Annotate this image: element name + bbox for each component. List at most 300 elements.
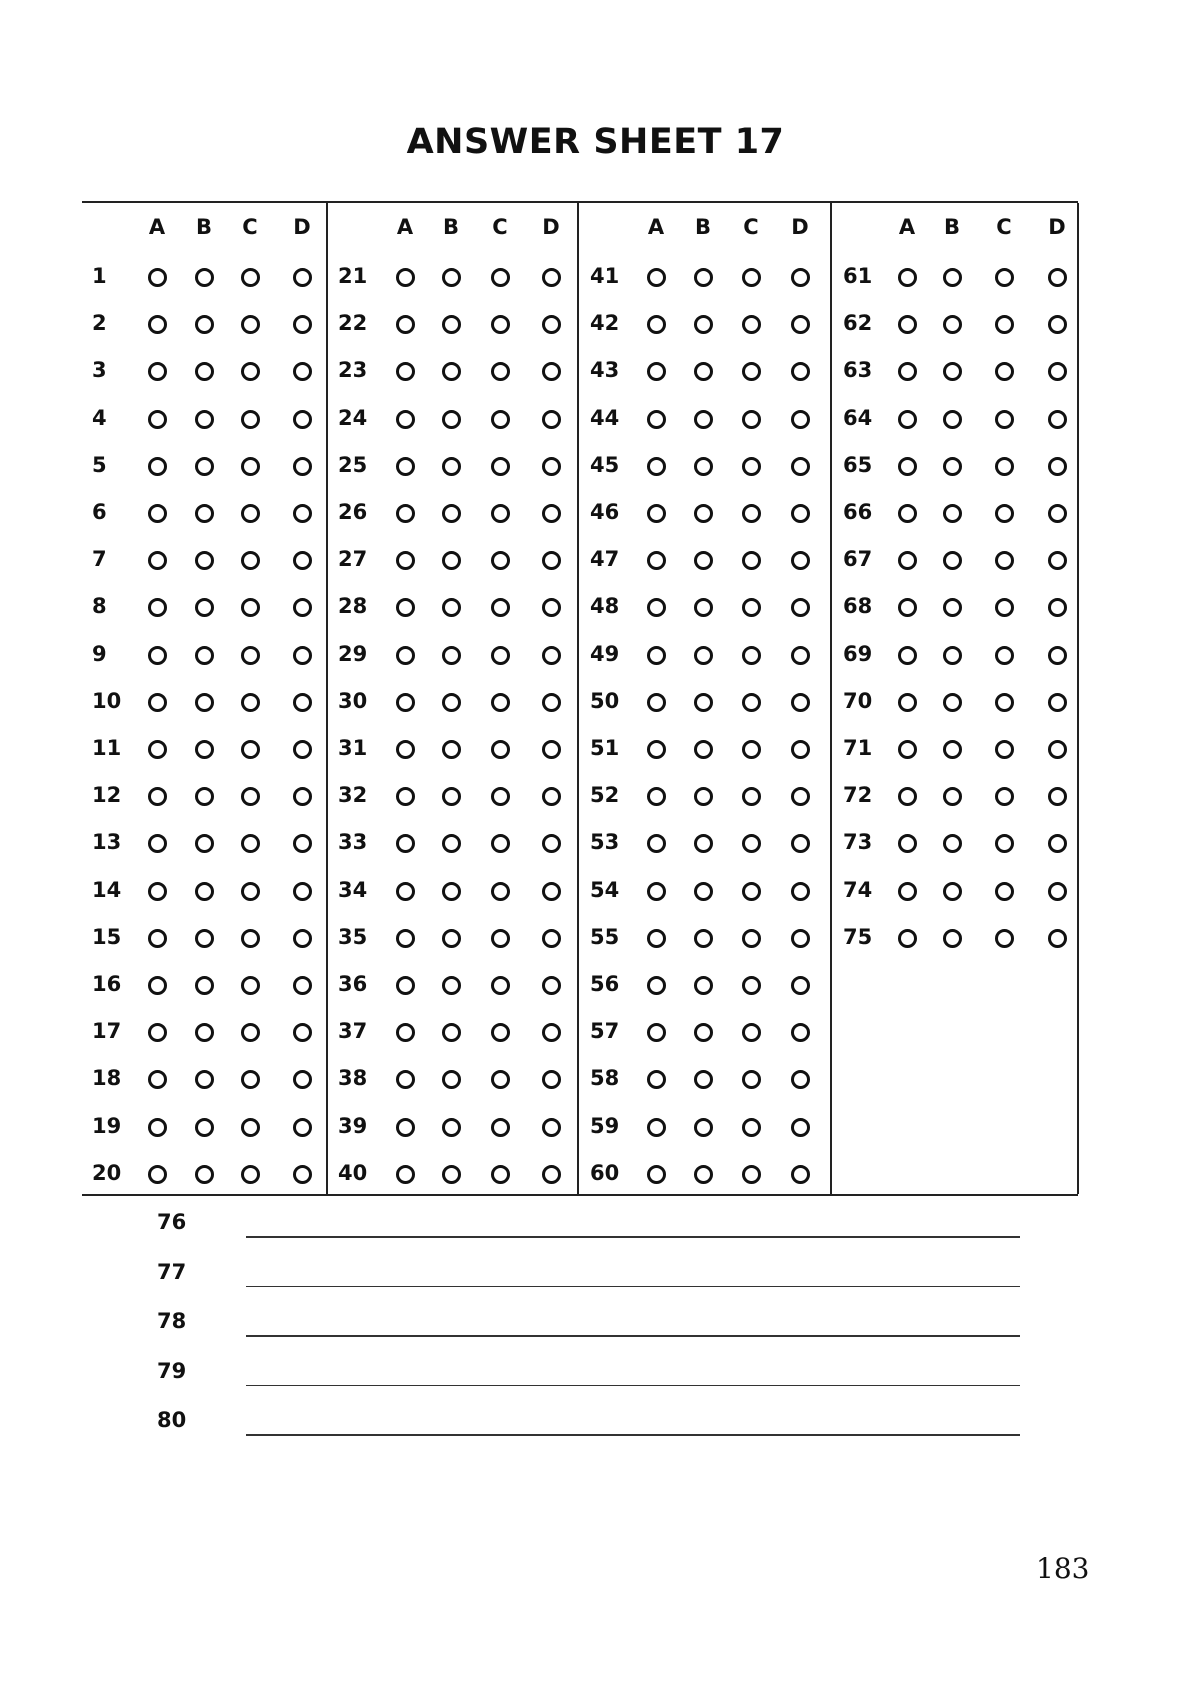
answer-bubble-d[interactable] bbox=[293, 362, 312, 381]
answer-bubble-c[interactable] bbox=[742, 598, 761, 617]
answer-bubble-b[interactable] bbox=[694, 504, 713, 523]
answer-bubble-d[interactable] bbox=[791, 410, 810, 429]
answer-bubble-d[interactable] bbox=[293, 410, 312, 429]
answer-bubble-a[interactable] bbox=[647, 598, 666, 617]
answer-bubble-d[interactable] bbox=[791, 504, 810, 523]
answer-bubble-a[interactable] bbox=[148, 882, 167, 901]
answer-bubble-a[interactable] bbox=[396, 1070, 415, 1089]
answer-bubble-a[interactable] bbox=[396, 740, 415, 759]
answer-bubble-c[interactable] bbox=[241, 976, 260, 995]
answer-line[interactable] bbox=[246, 1434, 1020, 1436]
answer-bubble-c[interactable] bbox=[995, 315, 1014, 334]
answer-bubble-a[interactable] bbox=[396, 1118, 415, 1137]
answer-bubble-a[interactable] bbox=[898, 551, 917, 570]
answer-bubble-c[interactable] bbox=[241, 834, 260, 853]
answer-bubble-b[interactable] bbox=[195, 1070, 214, 1089]
answer-bubble-b[interactable] bbox=[195, 976, 214, 995]
answer-bubble-c[interactable] bbox=[742, 646, 761, 665]
answer-bubble-a[interactable] bbox=[396, 457, 415, 476]
answer-bubble-b[interactable] bbox=[195, 315, 214, 334]
answer-bubble-a[interactable] bbox=[148, 1118, 167, 1137]
answer-bubble-a[interactable] bbox=[898, 362, 917, 381]
answer-bubble-c[interactable] bbox=[742, 1165, 761, 1184]
answer-bubble-d[interactable] bbox=[542, 457, 561, 476]
answer-bubble-a[interactable] bbox=[396, 834, 415, 853]
answer-bubble-c[interactable] bbox=[995, 834, 1014, 853]
answer-bubble-a[interactable] bbox=[647, 268, 666, 287]
answer-bubble-d[interactable] bbox=[791, 315, 810, 334]
answer-bubble-b[interactable] bbox=[195, 1118, 214, 1137]
answer-bubble-b[interactable] bbox=[943, 929, 962, 948]
answer-bubble-a[interactable] bbox=[647, 457, 666, 476]
answer-bubble-c[interactable] bbox=[491, 315, 510, 334]
answer-bubble-c[interactable] bbox=[742, 834, 761, 853]
answer-bubble-b[interactable] bbox=[195, 268, 214, 287]
answer-bubble-a[interactable] bbox=[148, 1023, 167, 1042]
answer-bubble-c[interactable] bbox=[742, 551, 761, 570]
answer-bubble-c[interactable] bbox=[742, 740, 761, 759]
answer-bubble-a[interactable] bbox=[647, 646, 666, 665]
answer-bubble-b[interactable] bbox=[195, 410, 214, 429]
answer-bubble-c[interactable] bbox=[742, 976, 761, 995]
answer-bubble-b[interactable] bbox=[943, 315, 962, 334]
answer-bubble-d[interactable] bbox=[293, 1023, 312, 1042]
answer-bubble-c[interactable] bbox=[491, 504, 510, 523]
answer-bubble-a[interactable] bbox=[148, 693, 167, 712]
answer-bubble-b[interactable] bbox=[694, 598, 713, 617]
answer-bubble-c[interactable] bbox=[241, 504, 260, 523]
answer-bubble-b[interactable] bbox=[195, 834, 214, 853]
answer-bubble-b[interactable] bbox=[943, 882, 962, 901]
answer-bubble-a[interactable] bbox=[647, 787, 666, 806]
answer-bubble-a[interactable] bbox=[898, 315, 917, 334]
answer-bubble-b[interactable] bbox=[943, 787, 962, 806]
answer-bubble-b[interactable] bbox=[694, 1118, 713, 1137]
answer-bubble-b[interactable] bbox=[943, 457, 962, 476]
answer-bubble-c[interactable] bbox=[241, 646, 260, 665]
answer-bubble-b[interactable] bbox=[694, 1023, 713, 1042]
answer-bubble-b[interactable] bbox=[943, 268, 962, 287]
answer-bubble-d[interactable] bbox=[1048, 504, 1067, 523]
answer-bubble-a[interactable] bbox=[396, 882, 415, 901]
answer-bubble-d[interactable] bbox=[791, 1118, 810, 1137]
answer-bubble-a[interactable] bbox=[647, 504, 666, 523]
answer-bubble-d[interactable] bbox=[542, 410, 561, 429]
answer-bubble-c[interactable] bbox=[491, 1165, 510, 1184]
answer-bubble-a[interactable] bbox=[898, 410, 917, 429]
answer-bubble-b[interactable] bbox=[195, 457, 214, 476]
answer-bubble-c[interactable] bbox=[995, 598, 1014, 617]
answer-bubble-c[interactable] bbox=[742, 693, 761, 712]
answer-bubble-a[interactable] bbox=[396, 976, 415, 995]
answer-line[interactable] bbox=[246, 1385, 1020, 1387]
answer-line[interactable] bbox=[246, 1335, 1020, 1337]
answer-bubble-a[interactable] bbox=[148, 1165, 167, 1184]
answer-bubble-c[interactable] bbox=[742, 457, 761, 476]
answer-bubble-b[interactable] bbox=[195, 740, 214, 759]
answer-bubble-b[interactable] bbox=[442, 1118, 461, 1137]
answer-bubble-d[interactable] bbox=[293, 834, 312, 853]
answer-bubble-d[interactable] bbox=[542, 740, 561, 759]
answer-bubble-c[interactable] bbox=[241, 551, 260, 570]
answer-bubble-d[interactable] bbox=[293, 315, 312, 334]
answer-bubble-c[interactable] bbox=[491, 410, 510, 429]
answer-bubble-c[interactable] bbox=[491, 1118, 510, 1137]
answer-bubble-b[interactable] bbox=[943, 693, 962, 712]
answer-bubble-d[interactable] bbox=[1048, 598, 1067, 617]
answer-bubble-a[interactable] bbox=[647, 834, 666, 853]
answer-bubble-c[interactable] bbox=[491, 787, 510, 806]
answer-bubble-d[interactable] bbox=[1048, 362, 1067, 381]
answer-bubble-b[interactable] bbox=[195, 1023, 214, 1042]
answer-bubble-a[interactable] bbox=[898, 787, 917, 806]
answer-bubble-d[interactable] bbox=[542, 598, 561, 617]
answer-bubble-b[interactable] bbox=[943, 504, 962, 523]
answer-bubble-c[interactable] bbox=[491, 457, 510, 476]
answer-bubble-d[interactable] bbox=[293, 1070, 312, 1089]
answer-bubble-d[interactable] bbox=[293, 598, 312, 617]
answer-bubble-d[interactable] bbox=[791, 834, 810, 853]
answer-bubble-c[interactable] bbox=[995, 410, 1014, 429]
answer-bubble-a[interactable] bbox=[396, 362, 415, 381]
answer-bubble-a[interactable] bbox=[647, 693, 666, 712]
answer-bubble-b[interactable] bbox=[442, 976, 461, 995]
answer-bubble-a[interactable] bbox=[647, 1023, 666, 1042]
answer-bubble-c[interactable] bbox=[742, 315, 761, 334]
answer-bubble-c[interactable] bbox=[491, 740, 510, 759]
answer-bubble-a[interactable] bbox=[647, 1118, 666, 1137]
answer-bubble-c[interactable] bbox=[995, 929, 1014, 948]
answer-bubble-c[interactable] bbox=[491, 1070, 510, 1089]
answer-bubble-a[interactable] bbox=[148, 362, 167, 381]
answer-bubble-d[interactable] bbox=[542, 882, 561, 901]
answer-bubble-b[interactable] bbox=[442, 1023, 461, 1042]
answer-bubble-b[interactable] bbox=[442, 929, 461, 948]
answer-bubble-b[interactable] bbox=[442, 457, 461, 476]
answer-bubble-b[interactable] bbox=[694, 740, 713, 759]
answer-bubble-c[interactable] bbox=[241, 268, 260, 287]
answer-bubble-d[interactable] bbox=[542, 551, 561, 570]
answer-bubble-b[interactable] bbox=[442, 410, 461, 429]
answer-bubble-a[interactable] bbox=[148, 976, 167, 995]
answer-bubble-a[interactable] bbox=[647, 551, 666, 570]
answer-bubble-b[interactable] bbox=[442, 268, 461, 287]
answer-bubble-b[interactable] bbox=[195, 646, 214, 665]
answer-bubble-c[interactable] bbox=[491, 1023, 510, 1042]
answer-bubble-b[interactable] bbox=[943, 834, 962, 853]
answer-bubble-a[interactable] bbox=[148, 646, 167, 665]
answer-bubble-c[interactable] bbox=[995, 646, 1014, 665]
answer-bubble-b[interactable] bbox=[442, 882, 461, 901]
answer-bubble-a[interactable] bbox=[898, 268, 917, 287]
answer-bubble-c[interactable] bbox=[491, 362, 510, 381]
answer-line[interactable] bbox=[246, 1236, 1020, 1238]
answer-bubble-d[interactable] bbox=[542, 976, 561, 995]
answer-line[interactable] bbox=[246, 1286, 1020, 1288]
answer-bubble-b[interactable] bbox=[195, 787, 214, 806]
answer-bubble-d[interactable] bbox=[542, 1070, 561, 1089]
answer-bubble-b[interactable] bbox=[195, 504, 214, 523]
answer-bubble-d[interactable] bbox=[293, 504, 312, 523]
answer-bubble-a[interactable] bbox=[396, 504, 415, 523]
answer-bubble-d[interactable] bbox=[791, 929, 810, 948]
answer-bubble-c[interactable] bbox=[742, 1023, 761, 1042]
answer-bubble-a[interactable] bbox=[396, 693, 415, 712]
answer-bubble-a[interactable] bbox=[898, 646, 917, 665]
answer-bubble-d[interactable] bbox=[791, 362, 810, 381]
answer-bubble-a[interactable] bbox=[396, 598, 415, 617]
answer-bubble-b[interactable] bbox=[694, 976, 713, 995]
answer-bubble-d[interactable] bbox=[791, 787, 810, 806]
answer-bubble-d[interactable] bbox=[542, 1165, 561, 1184]
answer-bubble-c[interactable] bbox=[995, 362, 1014, 381]
answer-bubble-a[interactable] bbox=[898, 457, 917, 476]
answer-bubble-c[interactable] bbox=[241, 457, 260, 476]
answer-bubble-d[interactable] bbox=[542, 362, 561, 381]
answer-bubble-c[interactable] bbox=[742, 787, 761, 806]
answer-bubble-b[interactable] bbox=[195, 598, 214, 617]
answer-bubble-d[interactable] bbox=[542, 834, 561, 853]
answer-bubble-d[interactable] bbox=[293, 740, 312, 759]
answer-bubble-b[interactable] bbox=[694, 787, 713, 806]
answer-bubble-d[interactable] bbox=[1048, 410, 1067, 429]
answer-bubble-a[interactable] bbox=[898, 693, 917, 712]
answer-bubble-d[interactable] bbox=[1048, 882, 1067, 901]
answer-bubble-c[interactable] bbox=[241, 929, 260, 948]
answer-bubble-d[interactable] bbox=[1048, 834, 1067, 853]
answer-bubble-b[interactable] bbox=[694, 362, 713, 381]
answer-bubble-b[interactable] bbox=[694, 693, 713, 712]
answer-bubble-c[interactable] bbox=[742, 882, 761, 901]
answer-bubble-b[interactable] bbox=[943, 410, 962, 429]
answer-bubble-c[interactable] bbox=[491, 929, 510, 948]
answer-bubble-c[interactable] bbox=[241, 598, 260, 617]
answer-bubble-c[interactable] bbox=[241, 787, 260, 806]
answer-bubble-c[interactable] bbox=[241, 1023, 260, 1042]
answer-bubble-d[interactable] bbox=[1048, 787, 1067, 806]
answer-bubble-d[interactable] bbox=[542, 1023, 561, 1042]
answer-bubble-d[interactable] bbox=[1048, 315, 1067, 334]
answer-bubble-b[interactable] bbox=[442, 362, 461, 381]
answer-bubble-b[interactable] bbox=[694, 551, 713, 570]
answer-bubble-d[interactable] bbox=[293, 268, 312, 287]
answer-bubble-d[interactable] bbox=[542, 929, 561, 948]
answer-bubble-c[interactable] bbox=[995, 693, 1014, 712]
answer-bubble-b[interactable] bbox=[694, 834, 713, 853]
answer-bubble-b[interactable] bbox=[195, 882, 214, 901]
answer-bubble-a[interactable] bbox=[148, 268, 167, 287]
answer-bubble-a[interactable] bbox=[396, 1023, 415, 1042]
answer-bubble-c[interactable] bbox=[995, 457, 1014, 476]
answer-bubble-b[interactable] bbox=[943, 362, 962, 381]
answer-bubble-d[interactable] bbox=[791, 598, 810, 617]
answer-bubble-c[interactable] bbox=[241, 693, 260, 712]
answer-bubble-d[interactable] bbox=[791, 457, 810, 476]
answer-bubble-d[interactable] bbox=[542, 315, 561, 334]
answer-bubble-b[interactable] bbox=[943, 551, 962, 570]
answer-bubble-a[interactable] bbox=[647, 1165, 666, 1184]
answer-bubble-c[interactable] bbox=[995, 504, 1014, 523]
answer-bubble-b[interactable] bbox=[694, 1165, 713, 1184]
answer-bubble-d[interactable] bbox=[293, 929, 312, 948]
answer-bubble-a[interactable] bbox=[647, 882, 666, 901]
answer-bubble-a[interactable] bbox=[148, 598, 167, 617]
answer-bubble-d[interactable] bbox=[791, 882, 810, 901]
answer-bubble-a[interactable] bbox=[396, 410, 415, 429]
answer-bubble-c[interactable] bbox=[742, 410, 761, 429]
answer-bubble-a[interactable] bbox=[148, 315, 167, 334]
answer-bubble-c[interactable] bbox=[491, 882, 510, 901]
answer-bubble-d[interactable] bbox=[542, 268, 561, 287]
answer-bubble-d[interactable] bbox=[293, 787, 312, 806]
answer-bubble-a[interactable] bbox=[647, 976, 666, 995]
answer-bubble-d[interactable] bbox=[791, 740, 810, 759]
answer-bubble-d[interactable] bbox=[542, 504, 561, 523]
answer-bubble-d[interactable] bbox=[1048, 740, 1067, 759]
answer-bubble-b[interactable] bbox=[442, 1165, 461, 1184]
answer-bubble-b[interactable] bbox=[195, 929, 214, 948]
answer-bubble-a[interactable] bbox=[898, 834, 917, 853]
answer-bubble-c[interactable] bbox=[241, 1118, 260, 1137]
answer-bubble-a[interactable] bbox=[647, 315, 666, 334]
answer-bubble-a[interactable] bbox=[396, 929, 415, 948]
answer-bubble-c[interactable] bbox=[241, 1165, 260, 1184]
answer-bubble-a[interactable] bbox=[647, 929, 666, 948]
answer-bubble-d[interactable] bbox=[542, 693, 561, 712]
answer-bubble-b[interactable] bbox=[442, 315, 461, 334]
answer-bubble-a[interactable] bbox=[148, 740, 167, 759]
answer-bubble-b[interactable] bbox=[694, 315, 713, 334]
answer-bubble-d[interactable] bbox=[791, 268, 810, 287]
answer-bubble-c[interactable] bbox=[742, 1118, 761, 1137]
answer-bubble-d[interactable] bbox=[1048, 457, 1067, 476]
answer-bubble-c[interactable] bbox=[241, 882, 260, 901]
answer-bubble-a[interactable] bbox=[148, 551, 167, 570]
answer-bubble-c[interactable] bbox=[742, 362, 761, 381]
answer-bubble-a[interactable] bbox=[647, 740, 666, 759]
answer-bubble-d[interactable] bbox=[791, 551, 810, 570]
answer-bubble-d[interactable] bbox=[293, 551, 312, 570]
answer-bubble-c[interactable] bbox=[491, 976, 510, 995]
answer-bubble-a[interactable] bbox=[898, 740, 917, 759]
answer-bubble-d[interactable] bbox=[293, 693, 312, 712]
answer-bubble-c[interactable] bbox=[491, 646, 510, 665]
answer-bubble-b[interactable] bbox=[442, 598, 461, 617]
answer-bubble-a[interactable] bbox=[148, 504, 167, 523]
answer-bubble-c[interactable] bbox=[491, 551, 510, 570]
answer-bubble-b[interactable] bbox=[943, 740, 962, 759]
answer-bubble-b[interactable] bbox=[943, 646, 962, 665]
answer-bubble-d[interactable] bbox=[791, 1165, 810, 1184]
answer-bubble-c[interactable] bbox=[995, 551, 1014, 570]
answer-bubble-c[interactable] bbox=[241, 362, 260, 381]
answer-bubble-a[interactable] bbox=[898, 598, 917, 617]
answer-bubble-d[interactable] bbox=[293, 457, 312, 476]
answer-bubble-a[interactable] bbox=[148, 410, 167, 429]
answer-bubble-b[interactable] bbox=[694, 646, 713, 665]
answer-bubble-d[interactable] bbox=[542, 1118, 561, 1137]
answer-bubble-b[interactable] bbox=[442, 646, 461, 665]
answer-bubble-b[interactable] bbox=[195, 1165, 214, 1184]
answer-bubble-c[interactable] bbox=[742, 1070, 761, 1089]
answer-bubble-b[interactable] bbox=[442, 504, 461, 523]
answer-bubble-d[interactable] bbox=[1048, 268, 1067, 287]
answer-bubble-a[interactable] bbox=[898, 929, 917, 948]
answer-bubble-a[interactable] bbox=[148, 834, 167, 853]
answer-bubble-b[interactable] bbox=[442, 551, 461, 570]
answer-bubble-a[interactable] bbox=[396, 268, 415, 287]
answer-bubble-a[interactable] bbox=[898, 504, 917, 523]
answer-bubble-a[interactable] bbox=[396, 315, 415, 334]
answer-bubble-d[interactable] bbox=[1048, 693, 1067, 712]
answer-bubble-a[interactable] bbox=[647, 410, 666, 429]
answer-bubble-b[interactable] bbox=[442, 740, 461, 759]
answer-bubble-b[interactable] bbox=[694, 882, 713, 901]
answer-bubble-c[interactable] bbox=[241, 740, 260, 759]
answer-bubble-b[interactable] bbox=[442, 1070, 461, 1089]
answer-bubble-d[interactable] bbox=[293, 1118, 312, 1137]
answer-bubble-b[interactable] bbox=[694, 268, 713, 287]
answer-bubble-b[interactable] bbox=[195, 693, 214, 712]
answer-bubble-a[interactable] bbox=[647, 1070, 666, 1089]
answer-bubble-d[interactable] bbox=[791, 693, 810, 712]
answer-bubble-d[interactable] bbox=[293, 976, 312, 995]
answer-bubble-d[interactable] bbox=[542, 787, 561, 806]
answer-bubble-c[interactable] bbox=[491, 693, 510, 712]
answer-bubble-b[interactable] bbox=[694, 410, 713, 429]
answer-bubble-b[interactable] bbox=[943, 598, 962, 617]
answer-bubble-a[interactable] bbox=[647, 362, 666, 381]
answer-bubble-b[interactable] bbox=[442, 787, 461, 806]
answer-bubble-c[interactable] bbox=[241, 1070, 260, 1089]
answer-bubble-b[interactable] bbox=[195, 551, 214, 570]
answer-bubble-c[interactable] bbox=[995, 882, 1014, 901]
answer-bubble-a[interactable] bbox=[396, 787, 415, 806]
answer-bubble-c[interactable] bbox=[491, 598, 510, 617]
answer-bubble-c[interactable] bbox=[995, 268, 1014, 287]
answer-bubble-b[interactable] bbox=[442, 693, 461, 712]
answer-bubble-c[interactable] bbox=[491, 834, 510, 853]
answer-bubble-d[interactable] bbox=[293, 1165, 312, 1184]
answer-bubble-d[interactable] bbox=[542, 646, 561, 665]
answer-bubble-a[interactable] bbox=[396, 551, 415, 570]
answer-bubble-c[interactable] bbox=[241, 315, 260, 334]
answer-bubble-d[interactable] bbox=[791, 976, 810, 995]
answer-bubble-d[interactable] bbox=[791, 646, 810, 665]
answer-bubble-d[interactable] bbox=[293, 646, 312, 665]
answer-bubble-d[interactable] bbox=[1048, 646, 1067, 665]
answer-bubble-a[interactable] bbox=[898, 882, 917, 901]
answer-bubble-c[interactable] bbox=[742, 268, 761, 287]
answer-bubble-b[interactable] bbox=[694, 457, 713, 476]
answer-bubble-c[interactable] bbox=[742, 929, 761, 948]
answer-bubble-a[interactable] bbox=[148, 457, 167, 476]
answer-bubble-d[interactable] bbox=[791, 1023, 810, 1042]
answer-bubble-d[interactable] bbox=[791, 1070, 810, 1089]
answer-bubble-b[interactable] bbox=[694, 929, 713, 948]
answer-bubble-a[interactable] bbox=[396, 1165, 415, 1184]
answer-bubble-c[interactable] bbox=[241, 410, 260, 429]
answer-bubble-a[interactable] bbox=[396, 646, 415, 665]
answer-bubble-c[interactable] bbox=[995, 787, 1014, 806]
answer-bubble-b[interactable] bbox=[694, 1070, 713, 1089]
answer-bubble-d[interactable] bbox=[1048, 551, 1067, 570]
answer-bubble-c[interactable] bbox=[995, 740, 1014, 759]
answer-bubble-d[interactable] bbox=[293, 882, 312, 901]
answer-bubble-c[interactable] bbox=[491, 268, 510, 287]
answer-bubble-a[interactable] bbox=[148, 787, 167, 806]
answer-bubble-d[interactable] bbox=[1048, 929, 1067, 948]
